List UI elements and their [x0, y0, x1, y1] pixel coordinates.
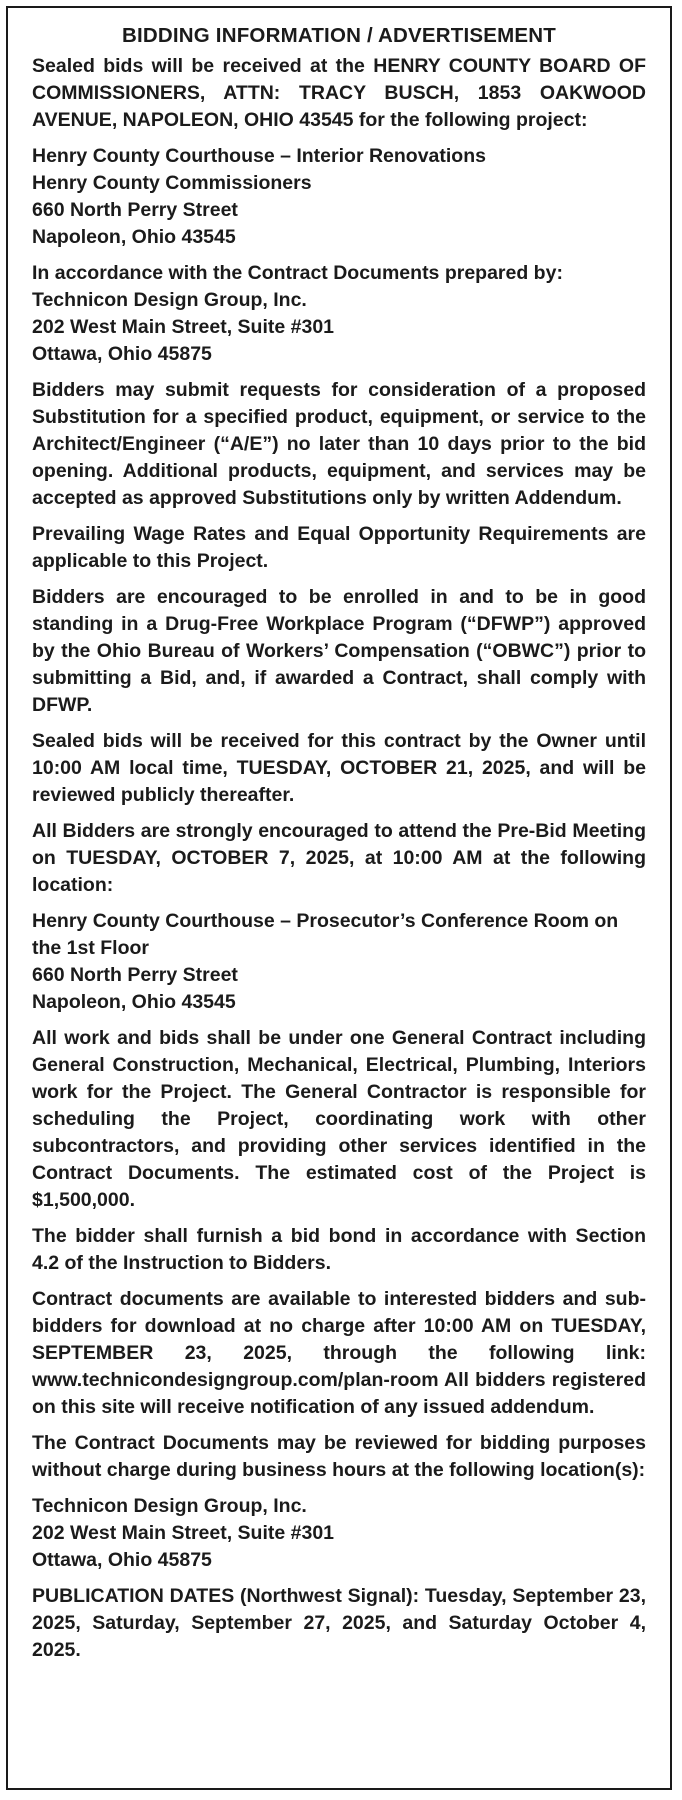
- review-location-block: [32, 1493, 646, 1574]
- dfwp-paragraph: Bidders are encouraged to be enrolled in and to be in good standing in a Drug-Free Workplace Program (“DFWP”) approved by the Ohio Bureau of Workers’ Compensation (“OBWC”) prior to submitting a Bid, and, if awarded a Contract, shall comply with DFWP.: [32, 586, 646, 716]
- documents-available-paragraph: Contract documents are available to interested bidders and sub-bidders for download at no charge after 10:00 AM on TUESDAY, SEPTEMBER 23, 2025, through the following link: www.technicondesigngroup.com/plan-room All bidders registered on this site will receive notification of any issued addendum.: [32, 1288, 646, 1418]
- document-title: BIDDING INFORMATION / ADVERTISEMENT: [121, 24, 557, 47]
- architect-name: Technicon Design Group, Inc.: [32, 289, 307, 311]
- project-owner: Henry County Commissioners: [32, 172, 312, 194]
- review-street: 202 West Main Street, Suite #301: [32, 1522, 335, 1544]
- meeting-street: 660 North Perry Street: [32, 964, 238, 986]
- architect-city: Ottawa, Ohio 45875: [32, 343, 212, 365]
- review-city: Ottawa, Ohio 45875: [32, 1549, 212, 1571]
- advertisement-frame: [6, 6, 672, 1790]
- meeting-room: Henry County Courthouse – Prosecutor’s Conference Room on the 1st Floor: [32, 910, 619, 959]
- review-company: Technicon Design Group, Inc.: [32, 1495, 307, 1517]
- publication-dates-paragraph: PUBLICATION DATES (Northwest Signal): Tuesday, September 23, 2025, Saturday, September 27, 2025, and Saturday October 4, 2025.: [32, 1585, 646, 1661]
- general-contract-paragraph: All work and bids shall be under one General Contract including General Construction, Mechanical, Electrical, Plumbing, Interiors work for the Project. The General Contractor is responsible for scheduling the Project, coordinating work with other subcontractors, and providing other services identified in the Contract Documents. The estimated cost of the Project is $1,500,000.: [32, 1027, 646, 1211]
- project-street: 660 North Perry Street: [32, 199, 238, 221]
- wage-rates-paragraph: Prevailing Wage Rates and Equal Opportunity Requirements are applicable to this Project.: [32, 523, 646, 572]
- meeting-city: Napoleon, Ohio 43545: [32, 991, 236, 1013]
- architect-street: 202 West Main Street, Suite #301: [32, 316, 335, 338]
- review-paragraph: The Contract Documents may be reviewed for bidding purposes without charge during business hours at the following location(s):: [32, 1432, 646, 1481]
- prepared-by-label: In accordance with the Contract Documents prepared by:: [32, 262, 563, 284]
- prepared-by-block: [32, 260, 646, 368]
- substitutions-paragraph: Bidders may submit requests for consideration of a proposed Substitution for a specified product, equipment, or service to the Architect/Engineer (“A/E”) no later than 10 days prior to the bid opening. Additional products, equipment, and services may be accepted as approved Substitutions only by written Addendum.: [32, 379, 646, 509]
- bid-deadline-paragraph: Sealed bids will be received for this contract by the Owner until 10:00 AM local time, TUESDAY, OCTOBER 21, 2025, and will be reviewed publicly thereafter.: [32, 730, 646, 806]
- project-address-block: [32, 143, 646, 251]
- project-city: Napoleon, Ohio 43545: [32, 226, 236, 248]
- advertisement-content: [8, 8, 670, 1664]
- meeting-location-block: [32, 908, 646, 1016]
- bid-bond-paragraph: The bidder shall furnish a bid bond in accordance with Section 4.2 of the Instruction to Bidders.: [32, 1225, 646, 1274]
- prebid-paragraph: All Bidders are strongly encouraged to attend the Pre-Bid Meeting on TUESDAY, OCTOBER 7, 2025, at 10:00 AM at the following location:: [32, 820, 646, 896]
- intro-paragraph: Sealed bids will be received at the HENRY COUNTY BOARD OF COMMISSIONERS, ATTN: TRACY BUSCH, 1853 OAKWOOD AVENUE, NAPOLEON, OHIO 43545 for the following project:: [32, 55, 646, 131]
- project-name: Henry County Courthouse – Interior Renovations: [32, 145, 486, 167]
